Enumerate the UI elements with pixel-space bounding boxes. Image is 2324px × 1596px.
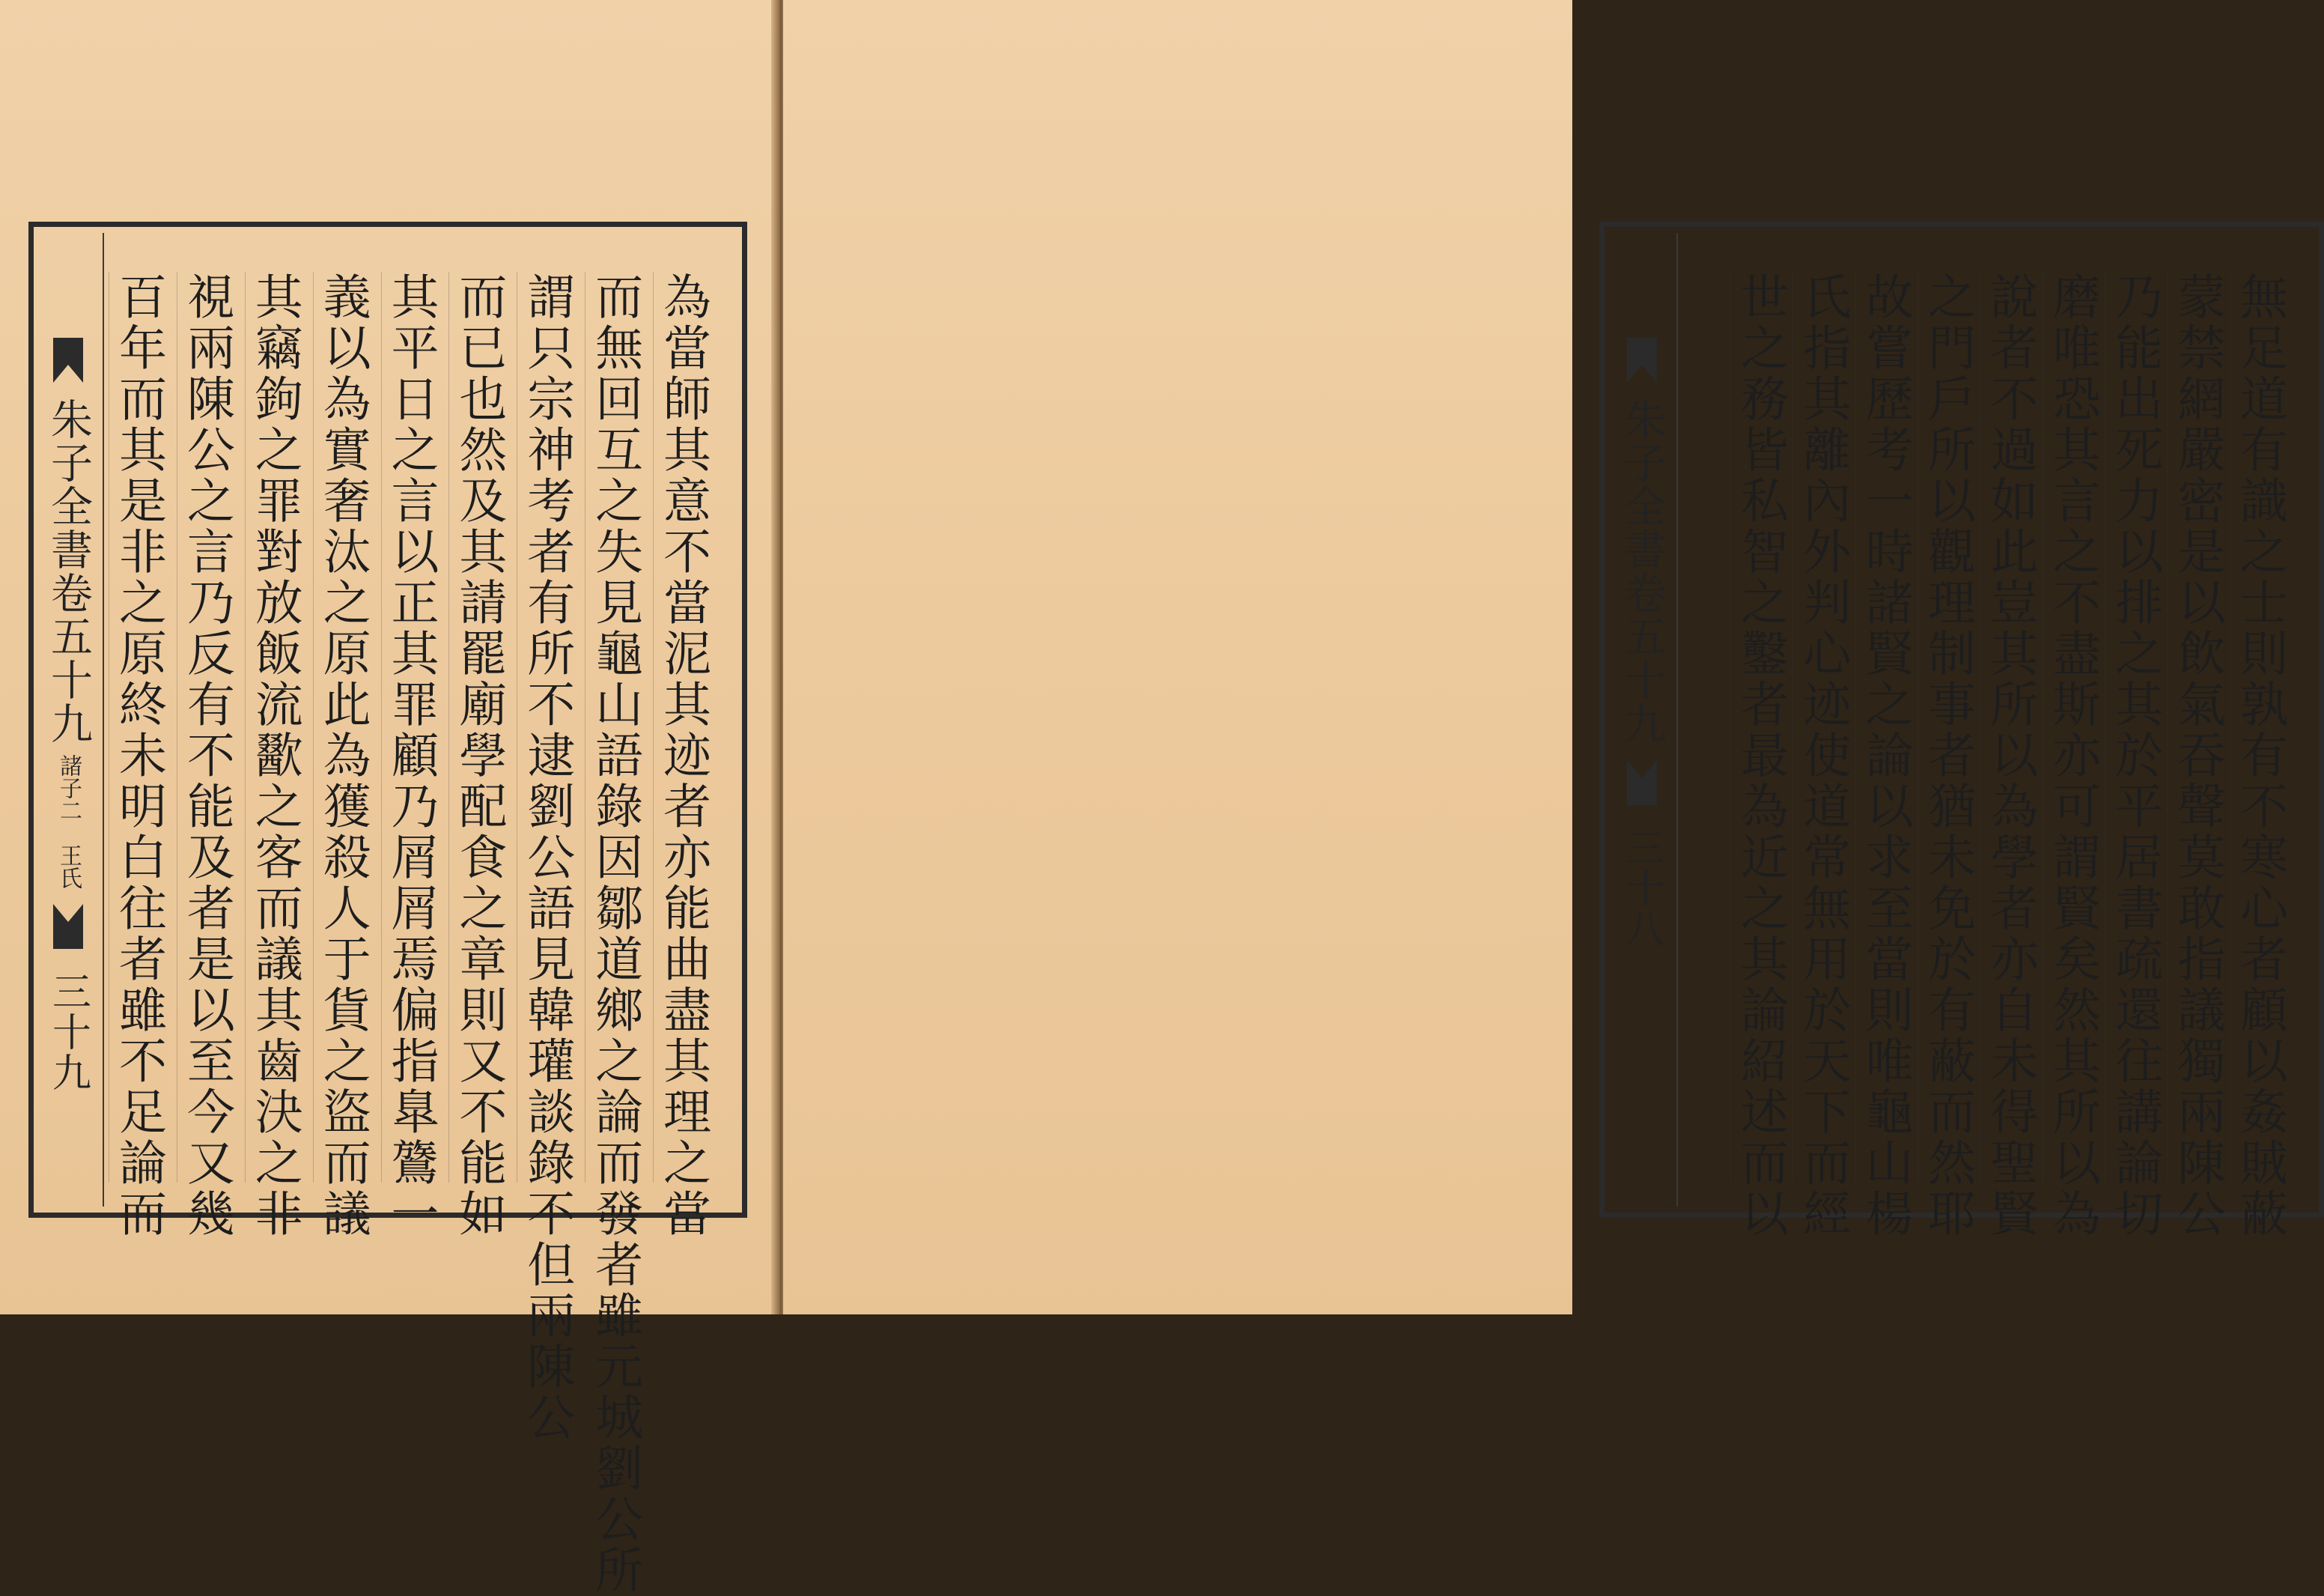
text-column: 而已也然及其請罷廟學配食之章則又不能如 [448,272,508,1183]
left-page [0,0,779,1596]
right-centre-rule [1676,233,1678,1207]
left-page-frame [28,222,747,1596]
left-centre-strip [41,233,95,1207]
right-page [783,0,2287,1314]
right-page-frame [1599,222,2324,1240]
left-centre-title: 朱子全書卷五十九 [44,398,93,745]
text-column: 說者不過如此豈其所以為學者亦自未得聖賢 [1980,272,2039,1183]
text-column: 視兩陳公之言乃反有不能及者是以至今又幾 [177,272,236,1183]
left-text-columns [109,272,712,1596]
lower-fishtail-mark [53,904,83,949]
upper-fishtail-mark [1627,338,1657,383]
text-column: 其竊鉤之罪對放飯流歠之客而議其齒決之非 [245,272,304,1183]
upper-fishtail-mark [53,338,83,383]
text-column: 故嘗歷考一時諸賢之論以求至當則唯龜山楊 [1855,272,1914,1183]
text-column: 磨唯恐其言之不盡斯亦可謂賢矣然其所以為 [2042,272,2102,1183]
text-column: 之門戶所以觀理制事者猶未免於有蔽而然耶 [1917,272,1977,1183]
text-column: 為當師其意不當泥其迹者亦能曲盡其理之當 [653,272,712,1183]
text-column: 百年而其是非之原終未明白往者雖不足論而 [109,272,168,1183]
text-column: 蒙禁網嚴密是以飲氣吞聲莫敢指議獨兩陳公 [2168,272,2227,1183]
left-centre-section: 諸子二 王氏 [55,754,82,889]
right-centre-strip [1615,233,1669,1207]
left-folio-number: 三十九 [45,971,91,1093]
text-column: 無足道有識之士則孰有不寒心者顧以姦賊蔽 [2230,272,2289,1183]
text-column: 謂只宗神考者有所不逮劉公語見韓瓘談錄不但兩陳公 [517,272,576,1183]
text-column: 其平日之言以正其罪顧乃屑屑焉偏指臯鷟一 [381,272,440,1183]
right-text-columns [1730,272,2289,1240]
text-column: 世之務皆私智之鑿者最為近之其論紹述而以 [1730,272,1789,1183]
lower-fishtail-mark [1627,760,1657,805]
left-centre-rule [103,233,104,1207]
right-centre-title: 朱子全書卷五十九 [1618,398,1667,745]
text-column: 而無回互之失見龜山語錄因鄒道鄉之論而發者雖元城劉公所 [585,272,644,1183]
right-folio-number: 三十八 [1619,828,1664,949]
text-column: 義以為實奢汰之原此為獲殺人于貨之盜而議 [313,272,372,1183]
text-column: 乃能出死力以排之其於平居書疏還往講論切 [2105,272,2164,1183]
text-column: 氏指其離內外判心迹使道常無用於天下而經 [1792,272,1852,1183]
